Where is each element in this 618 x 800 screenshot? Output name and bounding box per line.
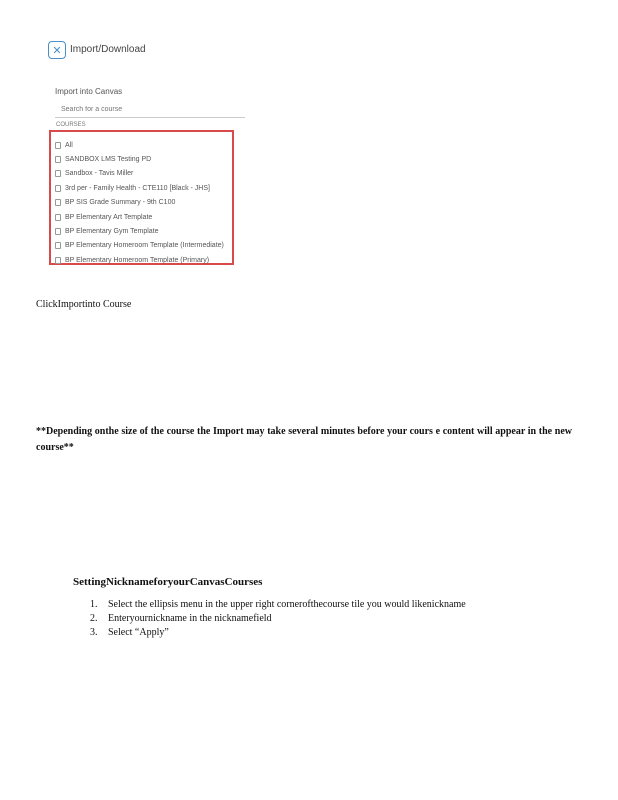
section-heading: SettingNicknameforyourCanvasCourses: [73, 576, 263, 588]
search-input[interactable]: [55, 101, 245, 118]
checkbox[interactable]: [55, 156, 61, 163]
list-item: 3. Select “Apply”: [90, 627, 169, 638]
checkbox[interactable]: [55, 257, 61, 264]
course-row[interactable]: SANDBOX LMS Testing PD: [55, 152, 232, 166]
import-dialog-screenshot: [40, 36, 260, 272]
checkbox[interactable]: [55, 242, 61, 249]
course-list: [49, 130, 234, 265]
course-row[interactable]: BP SIS Grade Summary - 9th C100: [55, 196, 232, 210]
steps-list: [90, 598, 466, 640]
checkbox[interactable]: [55, 228, 61, 235]
section-title: Import into Canvas: [55, 87, 123, 96]
checkbox[interactable]: [55, 185, 61, 192]
course-row[interactable]: Sandbox - Tavis Miller: [55, 167, 232, 181]
course-row[interactable]: 3rd per - Family Health - CTE110 [Black - JHS]: [55, 181, 232, 195]
checkbox[interactable]: [55, 199, 61, 206]
checkbox[interactable]: [55, 142, 61, 149]
courses-label: COURSES: [56, 122, 86, 128]
course-row[interactable]: BP Elementary Homeroom Template (Primary): [55, 253, 232, 267]
checkbox[interactable]: [55, 214, 61, 221]
close-icon[interactable]: ✕: [48, 41, 66, 59]
course-row[interactable]: All: [55, 138, 232, 152]
course-row[interactable]: BP Elementary Homeroom Template (Intermediate): [55, 239, 232, 253]
course-row[interactable]: BP Elementary Gym Template: [55, 224, 232, 238]
note-paragraph: **Depending onthe size of the course the Import may take several minutes before your cours e content will appear in the new course**: [36, 426, 572, 453]
course-row[interactable]: BP Elementary Art Template: [55, 210, 232, 224]
instruction-text: ClickImportinto Course: [36, 299, 132, 310]
list-item: 1. Select the ellipsis menu in the upper right cornerofthecourse tile you would likenickname: [90, 599, 466, 610]
list-item: 2. Enteryournickname in the nicknamefield: [90, 613, 272, 624]
checkbox[interactable]: [55, 170, 61, 177]
dialog-title: Import/Download: [70, 44, 146, 55]
